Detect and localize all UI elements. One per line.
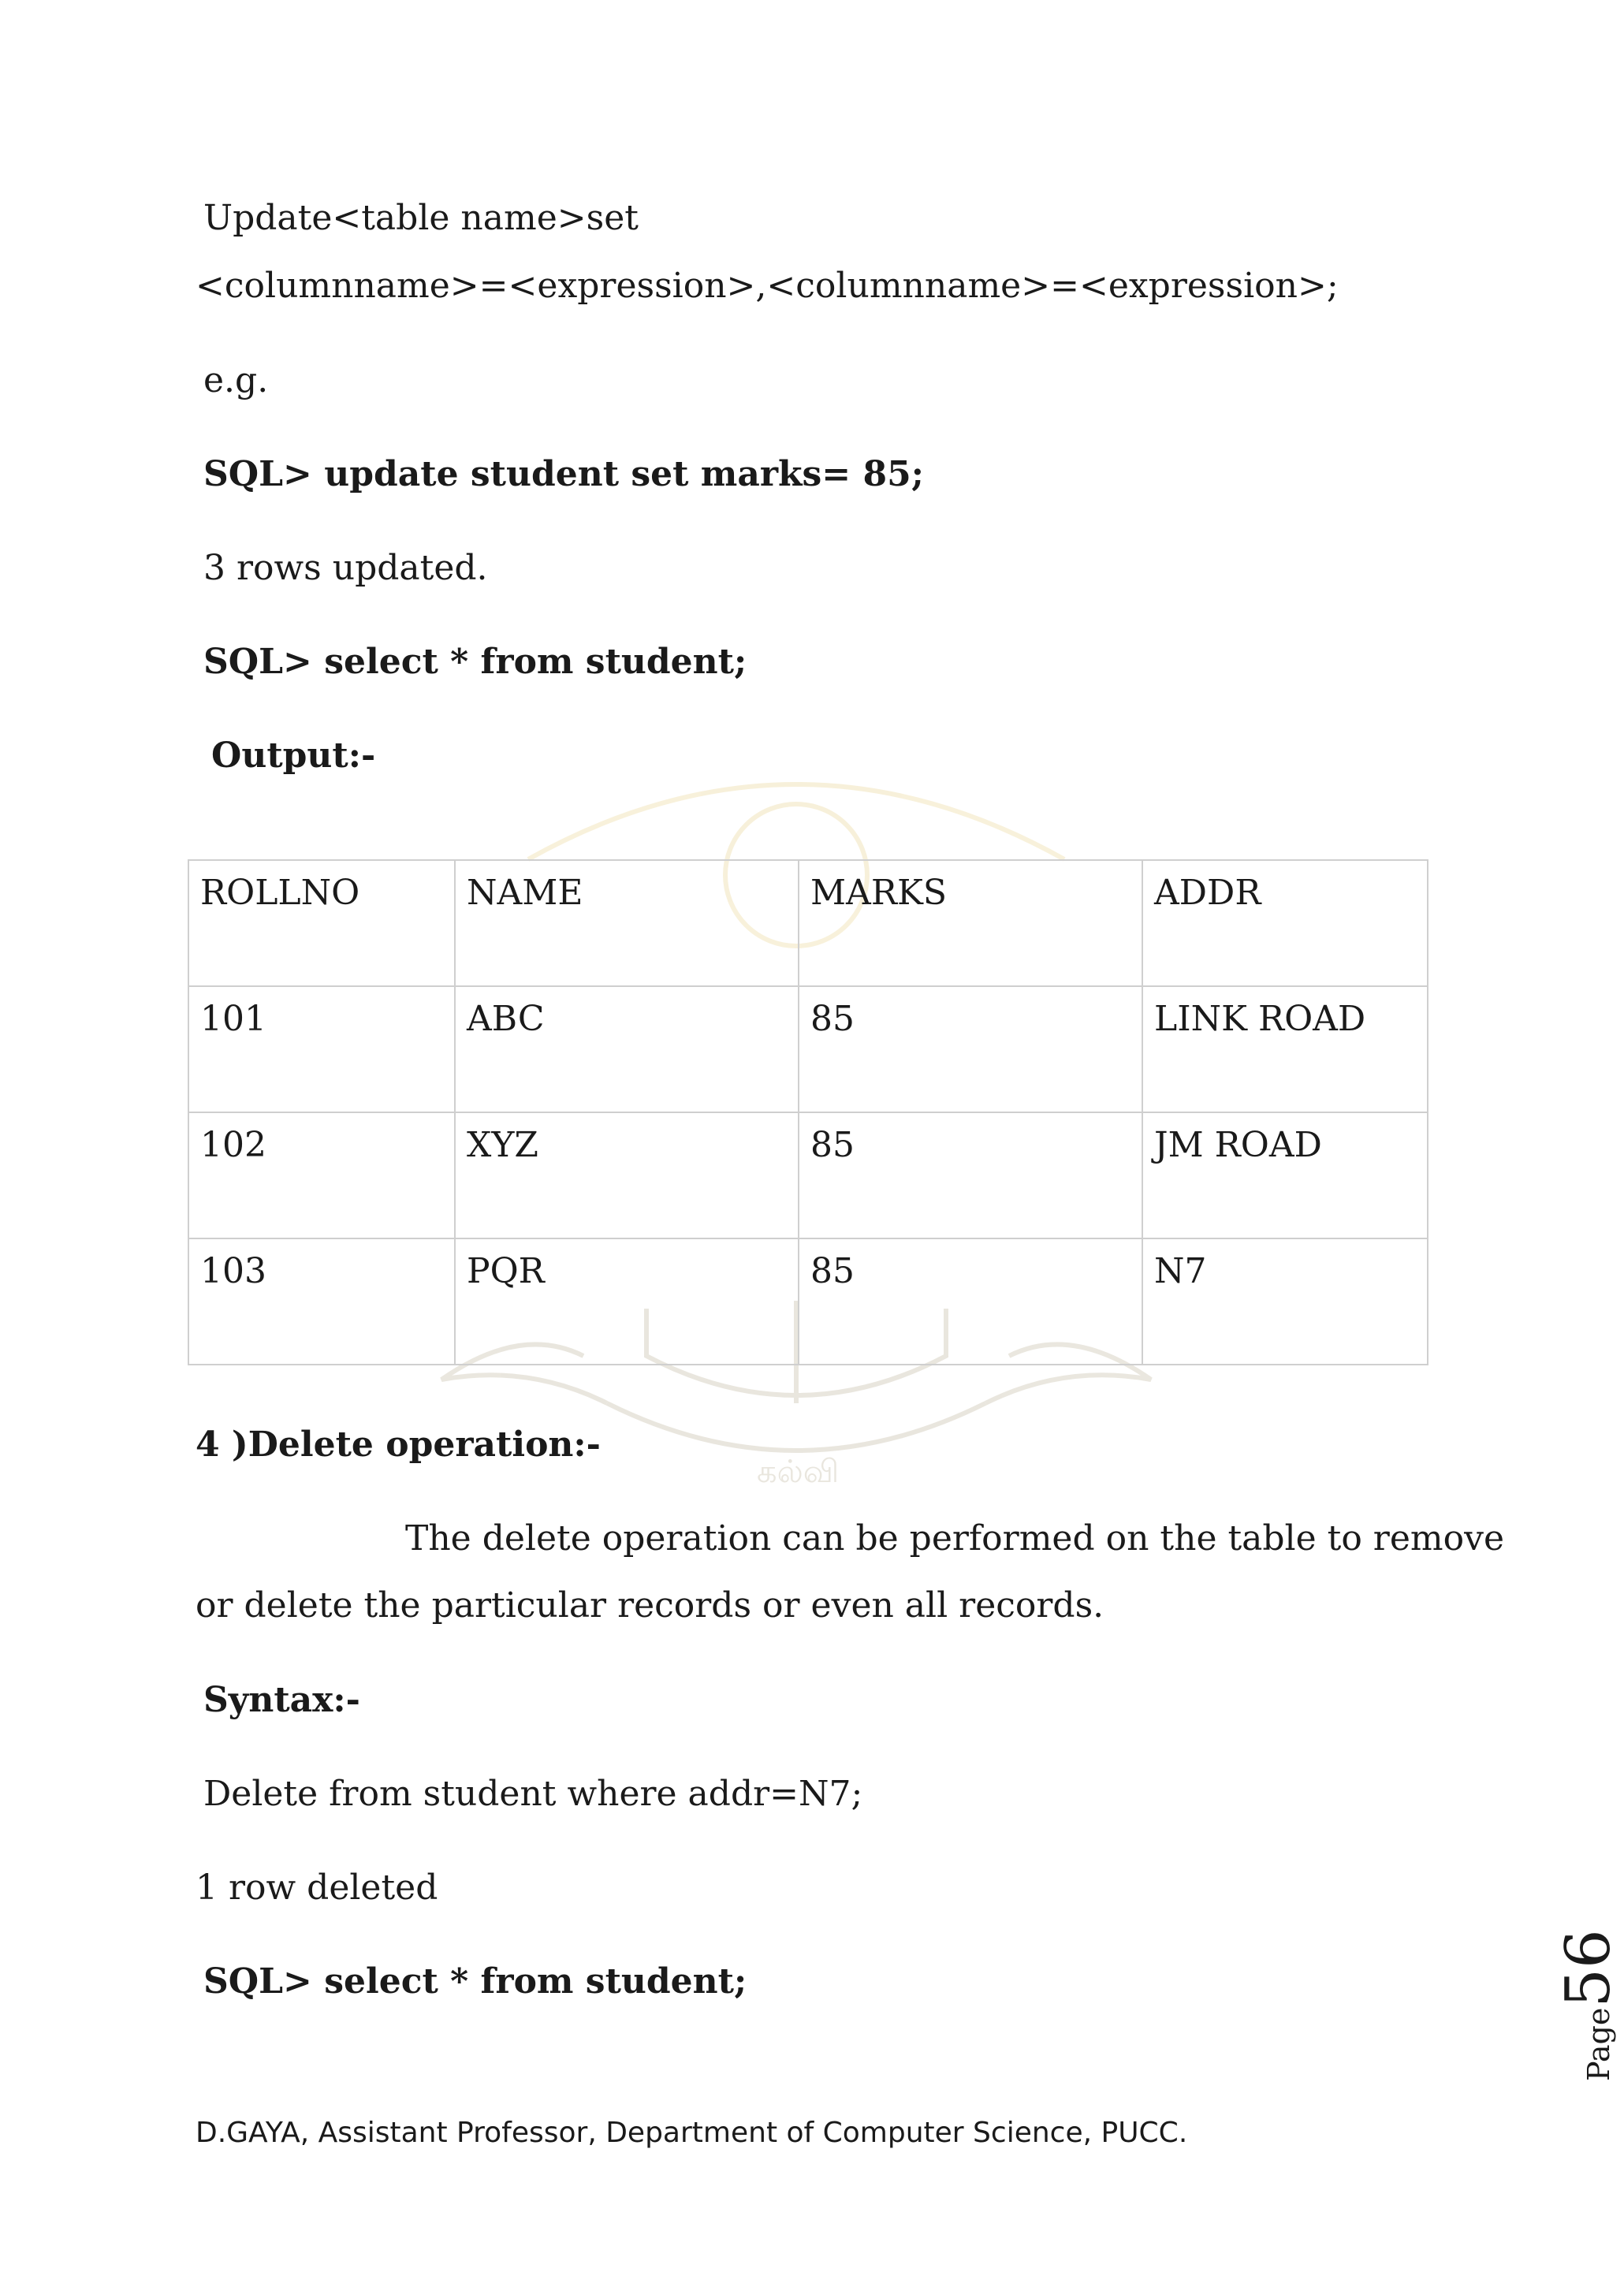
table-row: [188, 1112, 1428, 1238]
table-cell: 103: [188, 1238, 455, 1365]
table-cell: 85: [799, 986, 1142, 1112]
table-cell: LINK ROAD: [1142, 986, 1428, 1112]
syntax-label: Syntax:-: [203, 1680, 360, 1720]
delete-statement: Delete from student where addr=N7;: [203, 1774, 863, 1814]
table-cell: 85: [799, 1112, 1142, 1238]
example-label: e.g.: [203, 360, 269, 400]
rows-updated-text: 3 rows updated.: [203, 548, 488, 588]
syntax-line-1: Update<table name>set: [203, 198, 639, 238]
table-cell: N7: [1142, 1238, 1428, 1365]
table-row: [188, 1238, 1428, 1365]
table-header-row: [188, 860, 1428, 986]
table-cell: JM ROAD: [1142, 1112, 1428, 1238]
watermark-text: கல்வி: [757, 1454, 840, 1490]
output-label: Output:-: [211, 736, 376, 776]
table-cell: 102: [188, 1112, 455, 1238]
syntax-line-2: <columnname>=<expression>,<columnname>=<expression>;: [196, 266, 1339, 306]
table-cell: PQR: [455, 1238, 799, 1365]
page-number-box: [1490, 1929, 1624, 2105]
student-table: [188, 859, 1428, 1365]
table-header-cell: MARKS: [799, 860, 1142, 986]
sql-update-statement: SQL> update student set marks= 85;: [203, 454, 924, 494]
delete-description-line-2: or delete the particular records or even all records.: [196, 1585, 1104, 1626]
footer-author: D.GAYA, Assistant Professor, Department of Computer Science, PUCC.: [196, 2117, 1188, 2149]
row-deleted-text: 1 row deleted: [196, 1868, 438, 1908]
table-row: [188, 986, 1428, 1112]
table-header-cell: ADDR: [1142, 860, 1428, 986]
table-header-cell: ROLLNO: [188, 860, 455, 986]
table-cell: XYZ: [455, 1112, 799, 1238]
table-header-cell: NAME: [455, 860, 799, 986]
table-cell: ABC: [455, 986, 799, 1112]
page-number: 56: [1553, 1929, 1624, 2008]
delete-operation-heading: 4 )Delete operation:-: [196, 1425, 601, 1465]
page-word: Page: [1581, 2007, 1616, 2081]
delete-description-line-1: The delete operation can be performed on the table to remove: [405, 1518, 1504, 1559]
table-cell: 85: [799, 1238, 1142, 1365]
sql-select-statement-1: SQL> select * from student;: [203, 642, 747, 682]
table-cell: 101: [188, 986, 455, 1112]
sql-select-statement-2: SQL> select * from student;: [203, 1961, 747, 2002]
